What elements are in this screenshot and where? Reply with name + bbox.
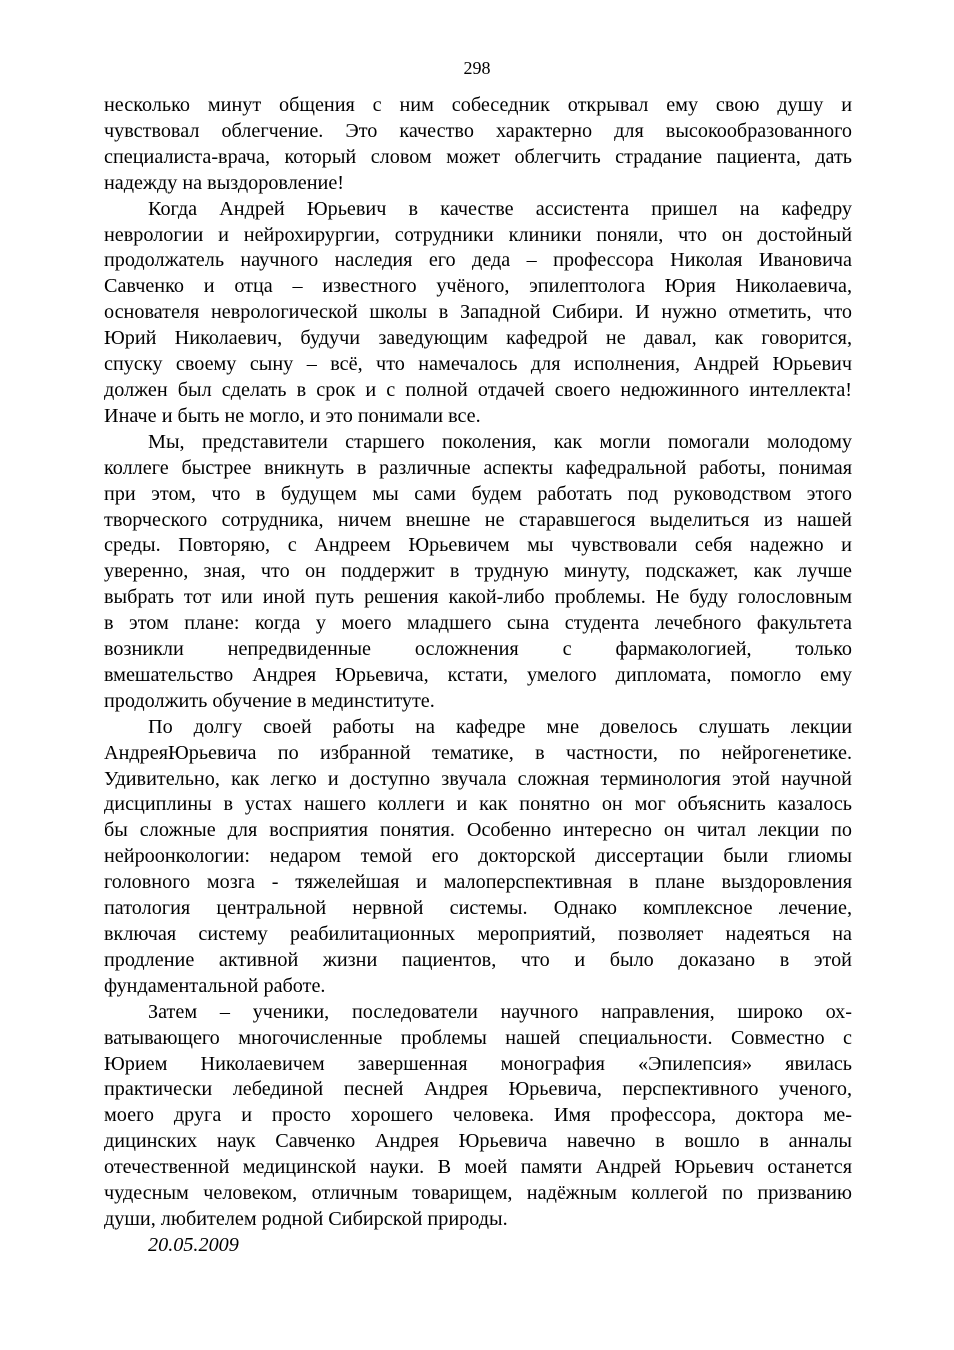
text-line: души, любителем родной Сибирской природы. xyxy=(104,1207,508,1230)
text-line: продолжатель научного наследия его деда – профессора Николая Ивановича xyxy=(104,249,852,272)
document-body xyxy=(104,93,852,1259)
text-line: АндреяЮрьевича по избранной тематике, в частности, по нейрогенетике. xyxy=(104,741,852,764)
text-line: Удивительно, как легко и доступно звучала сложная терминология этой научной xyxy=(104,767,852,790)
text-line: патология центральной нервной системы. Однако комплексное лечение, xyxy=(104,897,852,920)
text-line: бы сложные для восприятия понятия. Особенно интересно он читал лекции по xyxy=(104,819,852,842)
page-number: 298 xyxy=(463,58,491,78)
text-line: при этом, что в будущем мы сами будем работать под руководством этого xyxy=(104,482,852,505)
text-line: творческого сотрудника, ничем внешне не старавшегося выделиться из нашей xyxy=(104,508,852,531)
text-line: надежду на выздоровление! xyxy=(104,171,345,194)
text-line: дицинских наук Савченко Андрея Юрьевича навечно в вошло в анналы xyxy=(104,1130,852,1153)
text-line: Юрием Николаевичем завершенная монография «Эпилепсия» явилась xyxy=(104,1052,852,1075)
text-line: специалиста-врача, который словом может облегчить страдание пациента, дать xyxy=(104,145,852,168)
text-line: спуску своему сыну – всё, что намечалось для исполнения, Андрей Юрьевич xyxy=(104,353,852,376)
text-line: должен был сделать в срок и с полной отдачей своего недюжинного интеллекта! xyxy=(104,378,852,401)
text-line: возникли непредвиденные осложнения с фармакологией, только xyxy=(104,638,852,661)
text-line: отечественной медицинской науки. В моей памяти Андрей Юрьевич останется xyxy=(104,1156,852,1179)
text-line: среды. Повторяю, с Андреем Юрьевичем мы чувствовали себя надежно и xyxy=(104,534,852,557)
paragraph-5 xyxy=(104,1000,852,1233)
text-line: дисциплины в устах нашего коллеги и как понятно он мог объяснить казалось xyxy=(104,793,852,816)
text-line: выбрать тот или иной путь решения какой-либо проблемы. Не буду голословным xyxy=(104,586,852,609)
paragraph-4 xyxy=(104,715,852,1000)
text-line: продление активной жизни пациентов, что и было доказано в этой xyxy=(104,948,852,971)
text-line: вмешательство Андрея Юрьевича, кстати, умелого дипломата, помогло ему xyxy=(104,663,852,686)
text-line: включая систему реабилитационных мероприятий, позволяет надеяться на xyxy=(104,923,852,945)
text-line: коллеге быстрее вникнуть в различные аспекты кафедральной работы, понимая xyxy=(104,456,852,479)
text-line: моего друга и просто хорошего человека. Имя профессора, доктора ме- xyxy=(104,1104,852,1127)
text-line: уверенно, зная, что он поддержит в трудную минуту, подскажет, как лучше xyxy=(104,560,852,583)
text-line: неврологии и нейрохирургии, сотрудники клиники поняли, что он достойный xyxy=(104,223,852,246)
text-line: основателя неврологической школы в Западной Сибири. И нужно отметить, что xyxy=(104,301,852,324)
text-line: чудесным человеком, отличным товарищем, надёжным коллегой по призванию xyxy=(104,1182,852,1205)
text-line: в этом плане: когда у моего младшего сына студента лечебного факультета xyxy=(104,612,852,635)
text-line: Юрий Николаевич, будучи заведующим кафедрой не давал, как говорится, xyxy=(104,327,852,350)
paragraph-3 xyxy=(104,430,852,715)
text-line: Савченко и отца – известного учёного, эпилептолога Юрия Николаевича, xyxy=(104,275,852,298)
text-line: Затем – ученики, последователи научного направления, широко ох- xyxy=(148,1000,852,1023)
text-line: продолжить обучение в мединституте. xyxy=(104,689,435,712)
text-line: чувствовал облегчение. Это качество характерно для высокообразованного xyxy=(104,119,852,142)
paragraph-1 xyxy=(104,93,852,197)
text-line: несколько минут общения с ним собеседник открывал ему свою душу и xyxy=(104,94,852,116)
text-line: головного мозга - тяжелейшая и малоперспективная в плане выздоровления xyxy=(104,871,852,894)
paragraph-2 xyxy=(104,197,852,430)
text-line: По долгу своей работы на кафедре мне довелось слушать лекции xyxy=(148,715,852,738)
text-line: Когда Андрей Юрьевич в качестве ассистента пришел на кафедру xyxy=(148,197,852,220)
text-line: ватывающего многочисленные проблемы нашей специальности. Совместно с xyxy=(104,1026,852,1049)
text-line: нейроонкологии: недаром темой его докторской диссертации были глиомы xyxy=(104,845,852,868)
document-date: 20.05.2009 xyxy=(148,1233,239,1256)
text-line: Иначе и быть не могло, и это понимали все. xyxy=(104,404,481,427)
text-line: практически лебединой песней Андрея Юрьевича, перспективного ученого, xyxy=(104,1078,852,1101)
text-line: фундаментальной работе. xyxy=(104,974,326,997)
text-line: Мы, представители старшего поколения, как могли помогали молодому xyxy=(148,430,852,453)
